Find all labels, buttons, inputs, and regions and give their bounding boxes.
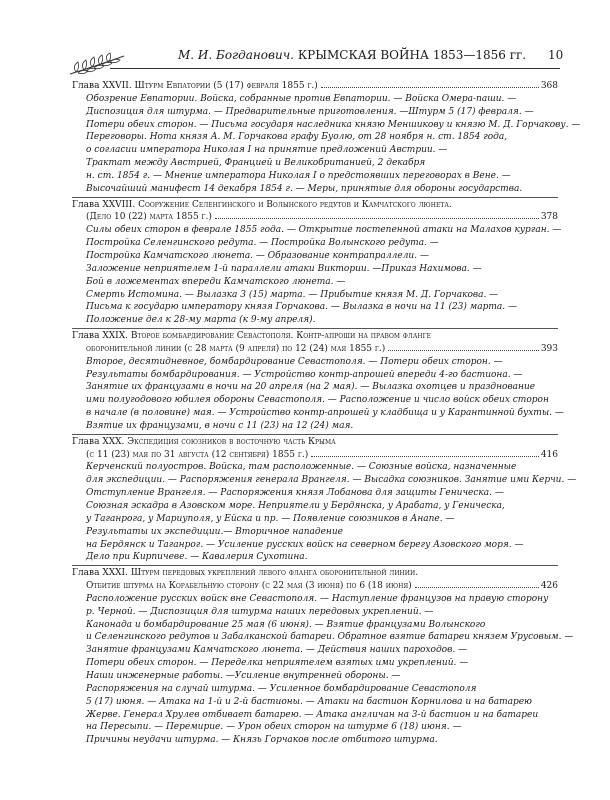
summary-line: Союзная эскадра в Азовском море. Неприятели у Бердянска, у Арабата, у Геническа, (86, 501, 505, 511)
chapter-divider (72, 197, 558, 198)
summary-line: Переговоры. Нота князя А. М. Горчакова графу Буолю, от 28 ноября н. ст. 1854 года, (86, 132, 508, 143)
chapter-entry (72, 80, 581, 196)
summary-line: 5 (17) июня. — Атака на 1-й и 2-й бастионы. — Атаки на бастион Корнилова и на батарею (86, 696, 532, 707)
laurel-branch-icon (68, 52, 126, 78)
running-title (178, 48, 526, 62)
chapter-page-number: 378 (540, 212, 558, 223)
chapter-title: Сооружение Селенгинского и Волынского редутов и Камчатского люнета. (138, 199, 452, 210)
summary-line: в начале (в половине) мая. — Устройство контр-апрошей у кладбища и у Карантинной бухты. — (86, 408, 564, 419)
summary-line: Канонада и бомбардирование 25 мая (6 июня). — Взятие французами Волынского (86, 619, 486, 630)
summary-line: Занятие французами Камчатского люнета. — Действия наших пароходов. — (86, 645, 468, 656)
chapter-heading[interactable] (72, 436, 558, 449)
chapter-title: Штурм передовых укреплений левого фланга оборонительной линии. (130, 568, 419, 579)
summary-line: Жерве. Генерал Хрулев отбивает батарею. — Атака англичан на 3-й бастион и на батареи (86, 709, 539, 720)
summary-line: Распоряжения на случай штурма. — Усиленное бомбардирование Севастополя (86, 683, 477, 694)
author-name: М. И. Богданович. (178, 48, 294, 62)
chapter-summary (72, 593, 574, 747)
summary-line: для экспедиции. — Распоряжения генерала Врангеля. — Высадка союзников. Занятие ими Керчи. — (86, 475, 577, 486)
dot-leader (415, 587, 539, 588)
chapter-title: Экспедиция союзников в восточную часть Крыма (127, 436, 336, 447)
chapter-summary (72, 356, 564, 433)
chapter-divider (72, 328, 558, 329)
chapter-summary (72, 224, 562, 327)
summary-line: Постройка Селенгинского редута. — Постройка Волынского редута. — (86, 238, 439, 249)
chapter-heading[interactable] (72, 199, 558, 212)
chapter-prefix: Глава XXIX. (72, 331, 128, 342)
chapter-divider (72, 434, 558, 435)
chapter-prefix: Глава XXXI. (72, 568, 128, 579)
chapter-summary (72, 93, 581, 196)
summary-line: Отступление Врангеля. — Распоряжения князя Лобанова для защиты Геническа. — (86, 488, 504, 499)
summary-line: Заложение неприятелем 1-й параллели атаки Виктории. —Приказ Нахимова. — (86, 263, 482, 274)
chapter-page-number: 393 (540, 343, 558, 354)
header-rule (110, 68, 560, 69)
summary-line: Результаты их экспедиции.— Вторичное нападение (86, 526, 343, 537)
summary-line: Письма к государю императору князя Горчакова. — Вылазка в ночи на 11 (23) марта. — (86, 302, 517, 313)
summary-line: Занятие их французами в ночи на 20 апреля (на 2 мая). — Вылазка охотцев и празднование (86, 382, 536, 393)
summary-line: на Пересыпи. — Перемирие. — Урон обеих сторон на штурме 6 (18) июня. — (86, 722, 462, 733)
dot-leader (215, 218, 539, 219)
summary-line: Диспозиция для штурма. — Предварительные приготовления. —Штурм 5 (17) февраля. — (86, 106, 534, 117)
summary-line: Наши инженерные работы. —Усиление внутренней обороны. — (86, 670, 401, 681)
chapter-heading[interactable] (72, 80, 558, 93)
chapter-heading[interactable] (72, 330, 558, 343)
chapter-entry (72, 199, 562, 327)
chapter-heading[interactable] (72, 567, 558, 580)
summary-line: Трактат между Австрией, Францией и Великобританией, 2 декабря (86, 158, 426, 169)
chapter-heading-continued[interactable] (72, 343, 558, 356)
summary-line: Силы обеих сторон в феврале 1855 года. — Открытие постепенной атаки на Малахов курган. — (86, 225, 562, 236)
summary-line: Расположение русских войск вне Севастополя. — Наступление французов на правую сторону (86, 593, 549, 604)
chapter-entry (72, 330, 564, 433)
summary-line: о согласии императора Николая I на принятие предложений Австрии. — (86, 145, 448, 156)
chapter-heading-continued[interactable] (72, 449, 558, 462)
summary-line: Потери обеих сторон. — Переделка неприятелем взятых ими укреплений. — (86, 658, 469, 669)
summary-line: Взятие их французами, в ночи с 11 (23) на 12 (24) мая. (86, 420, 354, 431)
summary-line: р. Черной. — Диспозиция для штурма наших передовых укреплений. — (86, 606, 434, 617)
dot-leader (388, 350, 539, 351)
dot-leader (321, 87, 539, 88)
summary-line: Результаты бомбардирования. — Устройство контр-апрошей впереди 4-го бастиона. — (86, 369, 523, 380)
chapter-divider (72, 565, 558, 566)
summary-line: Постройка Камчатского люнета. — Образование контрапраллели. — (86, 250, 429, 261)
chapter-prefix: Глава XXVII. (72, 81, 132, 91)
chapter-entry (72, 436, 577, 564)
summary-line: Керченский полуостров. Войска, там расположенные. — Союзные войска, назначенные (86, 462, 517, 473)
summary-line: Потери обеих сторон. — Письма государя наследника князю Меншикову и князю М. Д. Горчакову. — (86, 119, 581, 130)
chapter-prefix: Глава XXVIII. (72, 199, 136, 210)
book-title: КРЫМСКАЯ ВОЙНА 1853—1856 гг. (297, 48, 527, 62)
chapter-subtitle: оборонительной линии (с 28 марта (9 апреля) по 12 (24) мая 1855 г.) (86, 343, 386, 354)
summary-line: ими полугодового юбилея обороны Севастополя. — Расположение и число войск обеих сторон (86, 395, 549, 406)
chapter-page-number: 426 (540, 581, 558, 592)
summary-line: Высочайший манифест 14 декабря 1854 г. — Меры, принятые для обороны государства. (86, 183, 523, 194)
summary-line: Смерть Истомина. — Вылазка 3 (15) марта. — Прибытие князя М. Д. Горчакова. — (86, 289, 499, 300)
chapter-heading-continued[interactable] (72, 580, 558, 593)
chapter-subtitle: (Дело 10 (22) марта 1855 г.) (86, 212, 212, 223)
dot-leader (311, 456, 539, 457)
summary-line: Бой в ложементах впереди Камчатского люнета. — (86, 276, 346, 287)
summary-line: и Селенгинского редутов и Забалканской батареи. Обратное взятие батареи князем Урусовым. — (86, 632, 574, 643)
chapter-summary (72, 461, 577, 564)
summary-line: Обозрение Евпатории. Войска, собранные против Евпатории. — Войска Омера-паши. — (86, 93, 517, 104)
chapter-prefix: Глава XXX. (72, 436, 125, 447)
summary-line: Второе, десятидневное, бомбардирование Севастополя. — Потери обеих сторон. — (86, 356, 503, 367)
chapter-title: Штурм Евпатории (5 (17) февраля 1855 г.) (134, 81, 318, 91)
page-number: 10 (548, 48, 564, 62)
page-header (0, 0, 610, 78)
chapter-entry (72, 567, 574, 747)
chapter-subtitle: (с 11 (23) мая по 31 августа (12 сентября) 1855 г.) (86, 449, 309, 460)
summary-line: Положение дел к 28-му марта (к 9-му апреля). (86, 315, 316, 326)
summary-line: Причины неудачи штурма. — Князь Горчаков после отбитого штурма. (86, 735, 438, 746)
chapter-title: Второе бомбардирование Севастополя. Контр-апроши на правом фланге (130, 331, 432, 342)
summary-line: у Таганрога, у Мариуполя, у Ейска и пр. — Появление союзников в Анапе. — (86, 513, 455, 524)
summary-line: н. ст. 1854 г. — Мнение императора Николая I о предстоявших переговорах в Вене. — (86, 170, 511, 181)
chapter-subtitle: Отбитие штурма на Корабельную сторону (с 22 мая (3 июня) по 6 (18 июня) (86, 581, 412, 592)
chapter-page-number: 416 (540, 449, 558, 460)
chapter-page-number: 368 (540, 81, 558, 91)
summary-line: Дело при Кирпичеве. — Кавалерия Сухотина. (86, 552, 308, 563)
table-of-contents (72, 80, 581, 747)
chapter-heading-continued[interactable] (72, 211, 558, 224)
summary-line: на Бердянск и Таганрог. — Усиление русских войск на северном берегу Азовского моря. — (86, 539, 524, 550)
